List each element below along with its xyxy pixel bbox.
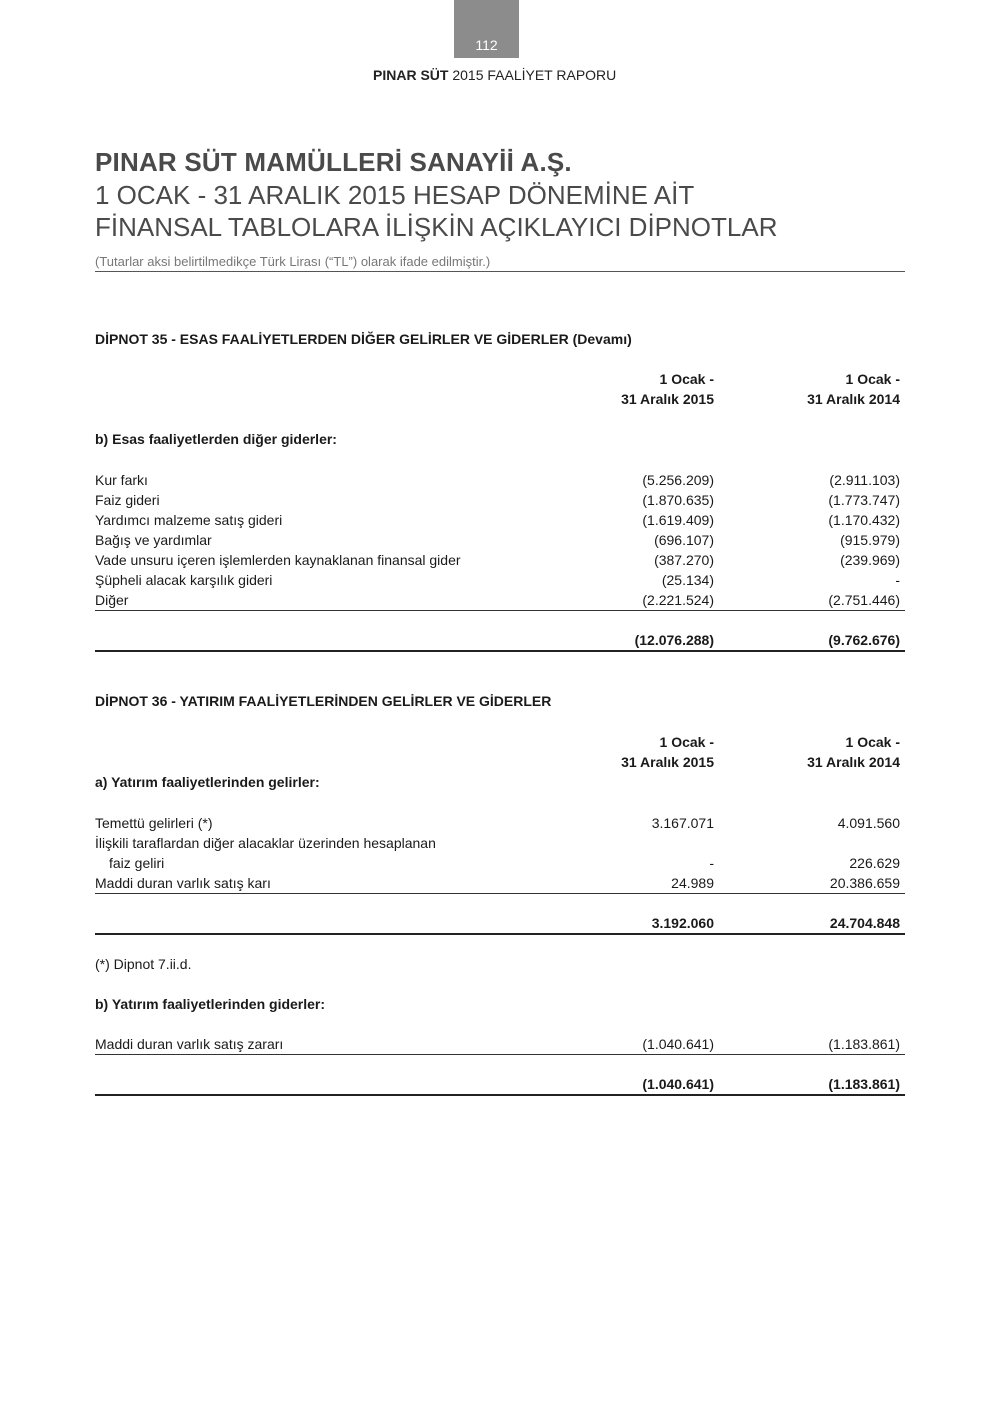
table-row xyxy=(95,570,905,590)
table-row xyxy=(95,510,905,530)
table-row xyxy=(95,1034,905,1055)
total-value-2014: 24.704.848 xyxy=(829,915,900,931)
row-value-2014: - xyxy=(895,572,900,588)
row-label: faiz geliri xyxy=(109,855,165,871)
note36-expense-total-row xyxy=(95,1074,905,1096)
row-label: İlişkili taraflardan diğer alacaklar üzerinden hesaplanan xyxy=(95,835,436,851)
note35-total-row xyxy=(95,630,905,652)
table-row xyxy=(95,813,905,833)
row-value-2014: (2.911.103) xyxy=(829,472,900,488)
table-row xyxy=(95,590,905,611)
row-label: Bağış ve yardımlar xyxy=(95,532,212,548)
row-label: Faiz gideri xyxy=(95,492,160,508)
note35-subheading: b) Esas faaliyetlerden diğer giderler: xyxy=(95,431,337,447)
row-value-2014: (1.773.747) xyxy=(828,492,900,508)
report-brand: PINAR SÜT xyxy=(373,67,449,83)
total-value-2015: (1.040.641) xyxy=(642,1076,714,1092)
row-label: Vade unsuru içeren işlemlerden kaynaklanan finansal gider xyxy=(95,552,461,568)
total-value-2014: (9.762.676) xyxy=(828,632,900,648)
row-value-2015: (1.870.635) xyxy=(642,492,714,508)
note36-income-total-row xyxy=(95,913,905,935)
row-value-2015: 24.989 xyxy=(671,875,714,891)
note35-col-2015 xyxy=(534,369,714,409)
note36-col-2014 xyxy=(720,732,900,772)
total-value-2015: 3.192.060 xyxy=(651,915,714,931)
page-number: 112 xyxy=(454,0,519,58)
table-row xyxy=(95,833,905,853)
row-value-2014: 4.091.560 xyxy=(837,815,900,831)
company-title: PINAR SÜT MAMÜLLERİ SANAYİİ A.Ş. xyxy=(95,147,572,177)
note36-col-2014-line1: 1 Ocak - xyxy=(845,734,900,750)
total-value-2014: (1.183.861) xyxy=(828,1076,900,1092)
row-value-2014: (915.979) xyxy=(840,532,900,548)
note35-col-2014-line1: 1 Ocak - xyxy=(845,371,900,387)
row-value-2015: (387.270) xyxy=(654,552,714,568)
row-value-2015: (25.134) xyxy=(661,572,714,588)
row-value-2014: 226.629 xyxy=(849,855,900,871)
row-label: Şüpheli alacak karşılık gideri xyxy=(95,572,273,588)
row-value-2014: (1.183.861) xyxy=(828,1036,900,1052)
note36-col-2015 xyxy=(534,732,714,772)
note36-col-2015-line1: 1 Ocak - xyxy=(659,734,714,750)
row-value-2015: (2.221.524) xyxy=(642,592,714,608)
row-value-2015: (696.107) xyxy=(654,532,714,548)
row-label: Kur farkı xyxy=(95,472,148,488)
note36-col-2015-line2: 31 Aralık 2015 xyxy=(621,754,714,770)
table-row xyxy=(95,490,905,510)
table-row xyxy=(95,853,905,873)
table-row xyxy=(95,530,905,550)
table-row xyxy=(95,550,905,570)
row-label: Temettü gelirleri (*) xyxy=(95,815,213,831)
row-value-2015: (5.256.209) xyxy=(642,472,714,488)
row-label: Yardımcı malzeme satış gideri xyxy=(95,512,283,528)
row-label: Diğer xyxy=(95,592,129,608)
note35-col-2015-line2: 31 Aralık 2015 xyxy=(621,391,714,407)
note35-col-2014-line2: 31 Aralık 2014 xyxy=(807,391,900,407)
note36-income-heading: a) Yatırım faaliyetlerinden gelirler: xyxy=(95,774,320,790)
note36-col-2014-line2: 31 Aralık 2014 xyxy=(807,754,900,770)
note36-expense-heading: b) Yatırım faaliyetlerinden giderler: xyxy=(95,996,326,1012)
note36-title: DİPNOT 36 - YATIRIM FAALİYETLERİNDEN GELİRLER VE GİDERLER xyxy=(95,693,552,709)
period-subtitle: 1 OCAK - 31 ARALIK 2015 HESAP DÖNEMİNE AİT xyxy=(95,180,695,210)
notes-subtitle: FİNANSAL TABLOLARA İLİŞKİN AÇIKLAYICI DİPNOTLAR xyxy=(95,212,778,242)
row-value-2014: (239.969) xyxy=(840,552,900,568)
row-value-2015: 3.167.071 xyxy=(651,815,714,831)
row-value-2015: (1.619.409) xyxy=(642,512,714,528)
total-value-2015: (12.076.288) xyxy=(634,632,714,648)
row-label: Maddi duran varlık satış zararı xyxy=(95,1036,284,1052)
note35-col-2015-line1: 1 Ocak - xyxy=(659,371,714,387)
row-value-2014: (2.751.446) xyxy=(828,592,900,608)
footnote: (*) Dipnot 7.ii.d. xyxy=(95,956,192,972)
row-value-2014: (1.170.432) xyxy=(828,512,900,528)
table-row xyxy=(95,873,905,894)
row-value-2015: (1.040.641) xyxy=(642,1036,714,1052)
row-value-2015: - xyxy=(709,855,714,871)
table-row xyxy=(95,470,905,490)
report-name: 2015 FAALİYET RAPORU xyxy=(452,67,617,83)
note35-col-2014 xyxy=(720,369,900,409)
note35-title: DİPNOT 35 - ESAS FAALİYETLERDEN DİĞER GELİRLER VE GİDERLER (Devamı) xyxy=(95,331,632,347)
row-label: Maddi duran varlık satış karı xyxy=(95,875,271,891)
row-value-2014: 20.386.659 xyxy=(829,875,900,891)
currency-note: (Tutarlar aksi belirtilmedikçe Türk Lirası (“TL”) olarak ifade edilmiştir.) xyxy=(95,254,491,269)
header-divider xyxy=(95,271,905,272)
